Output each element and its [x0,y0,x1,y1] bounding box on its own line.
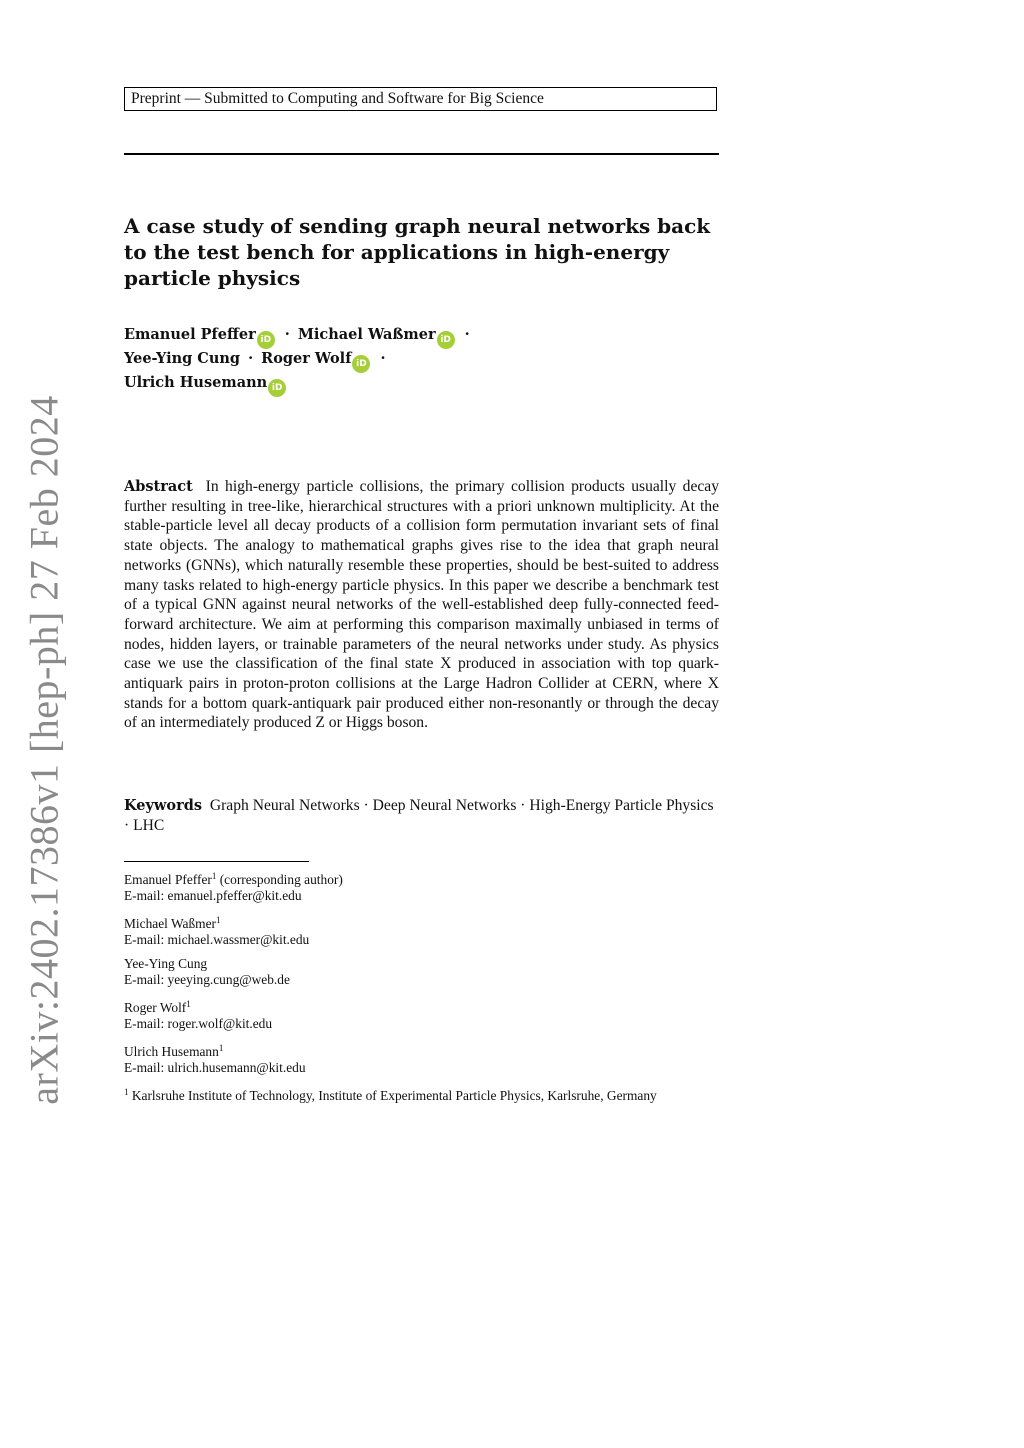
keywords [124,796,714,835]
author-line [124,373,724,397]
abstract-text: In high-energy particle collisions, the primary collision products usually decay further resulting in tree-like, hierarchical structures with a priori unknown multiplicity. At the stable-particle level all decay products of a collision form permutation invariant sets of final state objects. The analogy to mathematical graphs gives rise to the idea that graph neural networks (GNNs), which naturally resemble these properties, should be best-suited to address many tasks related to high-energy particle physics. In this paper we describe a benchmark test of a typical GNN against neural networks of the well-established deep fully-connected feed-forward architecture. We aim at performing this comparison maximally unbiased in terms of nodes, hidden layers, or trainable parameters of the neural networks under study. As physics case we use the classification of the final state X produced in association with top quark-antiquark pairs in proton-proton collisions at the Large Hadron Collider at CERN, where X stands for a bottom quark-antiquark pair produced either non-resonantly or through the decay of an intermediately produced Z or Higgs boson. [124,478,720,732]
footnote-name: Roger Wolf [124,1000,187,1015]
author-separator: · [248,350,254,367]
author-name: Roger Wolf [261,350,352,367]
footnote-sup: 1 [216,915,221,925]
keywords-text: Graph Neural Networks · Deep Neural Networks · High-Energy Particle Physics · LHC [124,797,714,834]
footnote-email[interactable]: E-mail: ulrich.husemann@kit.edu [124,1060,306,1075]
author-name: Emanuel Pfeffer [124,326,256,343]
preprint-header: Preprint — Submitted to Computing and Software for Big Science [124,87,717,111]
footnote-email[interactable]: E-mail: yeeying.cung@web.de [124,972,290,987]
orcid-icon[interactable]: iD [268,379,286,397]
author-separator: · [284,326,290,343]
footnote-name: Michael Waßmer [124,916,217,931]
footnote-sup: 1 [211,871,217,881]
affiliation [124,1084,719,1104]
affiliation-text: Karlsruhe Institute of Technology, Institute of Experimental Particle Physics, Karlsruhe, Germany [131,1088,657,1103]
author-name: Ulrich Husemann [124,374,268,391]
author-line [124,349,724,373]
title-rule [124,153,719,155]
author-name: Michael Waßmer [297,326,436,343]
orcid-icon[interactable]: iD [352,355,370,373]
footnote-name: Ulrich Husemann [124,1044,219,1059]
abstract-label: Abstract [124,478,193,495]
keywords-label: Keywords [124,797,203,814]
footnote-entry [124,1040,719,1076]
footnote-name: Emanuel Pfeffer [124,872,212,887]
footnote-sup: 1 [218,1043,224,1053]
author-name: Yee-Ying Cung [124,350,241,367]
footnote-rule [124,861,309,862]
author-separator: · [464,326,470,343]
footnote-sup: 1 [186,999,191,1009]
author-separator: · [380,350,386,367]
footnote-entry [124,956,719,988]
footnote-email[interactable]: E-mail: roger.wolf@kit.edu [124,1016,273,1031]
orcid-icon[interactable]: iD [437,331,455,349]
author-list [124,325,724,397]
footnote-entry [124,868,719,904]
author-footnotes [124,868,719,1104]
orcid-icon[interactable]: iD [257,331,275,349]
arxiv-identifier[interactable]: arXiv:2402.17386v1 [hep-ph] 27 Feb 2024 [21,395,67,1105]
affiliation-sup: 1 [124,1087,129,1097]
footnote-email[interactable]: E-mail: emanuel.pfeffer@kit.edu [124,888,302,903]
footnote-name: Yee-Ying Cung [124,956,208,971]
author-line [124,325,724,349]
paper-title: A case study of sending graph neural networks back to the test bench for applications in high-energy particle physics [124,214,711,290]
footnote-note: (corresponding author) [216,872,343,887]
footnote-email[interactable]: E-mail: michael.wassmer@kit.edu [124,932,310,947]
footnote-entry [124,912,719,948]
abstract [124,477,719,733]
footnote-entry [124,996,719,1032]
